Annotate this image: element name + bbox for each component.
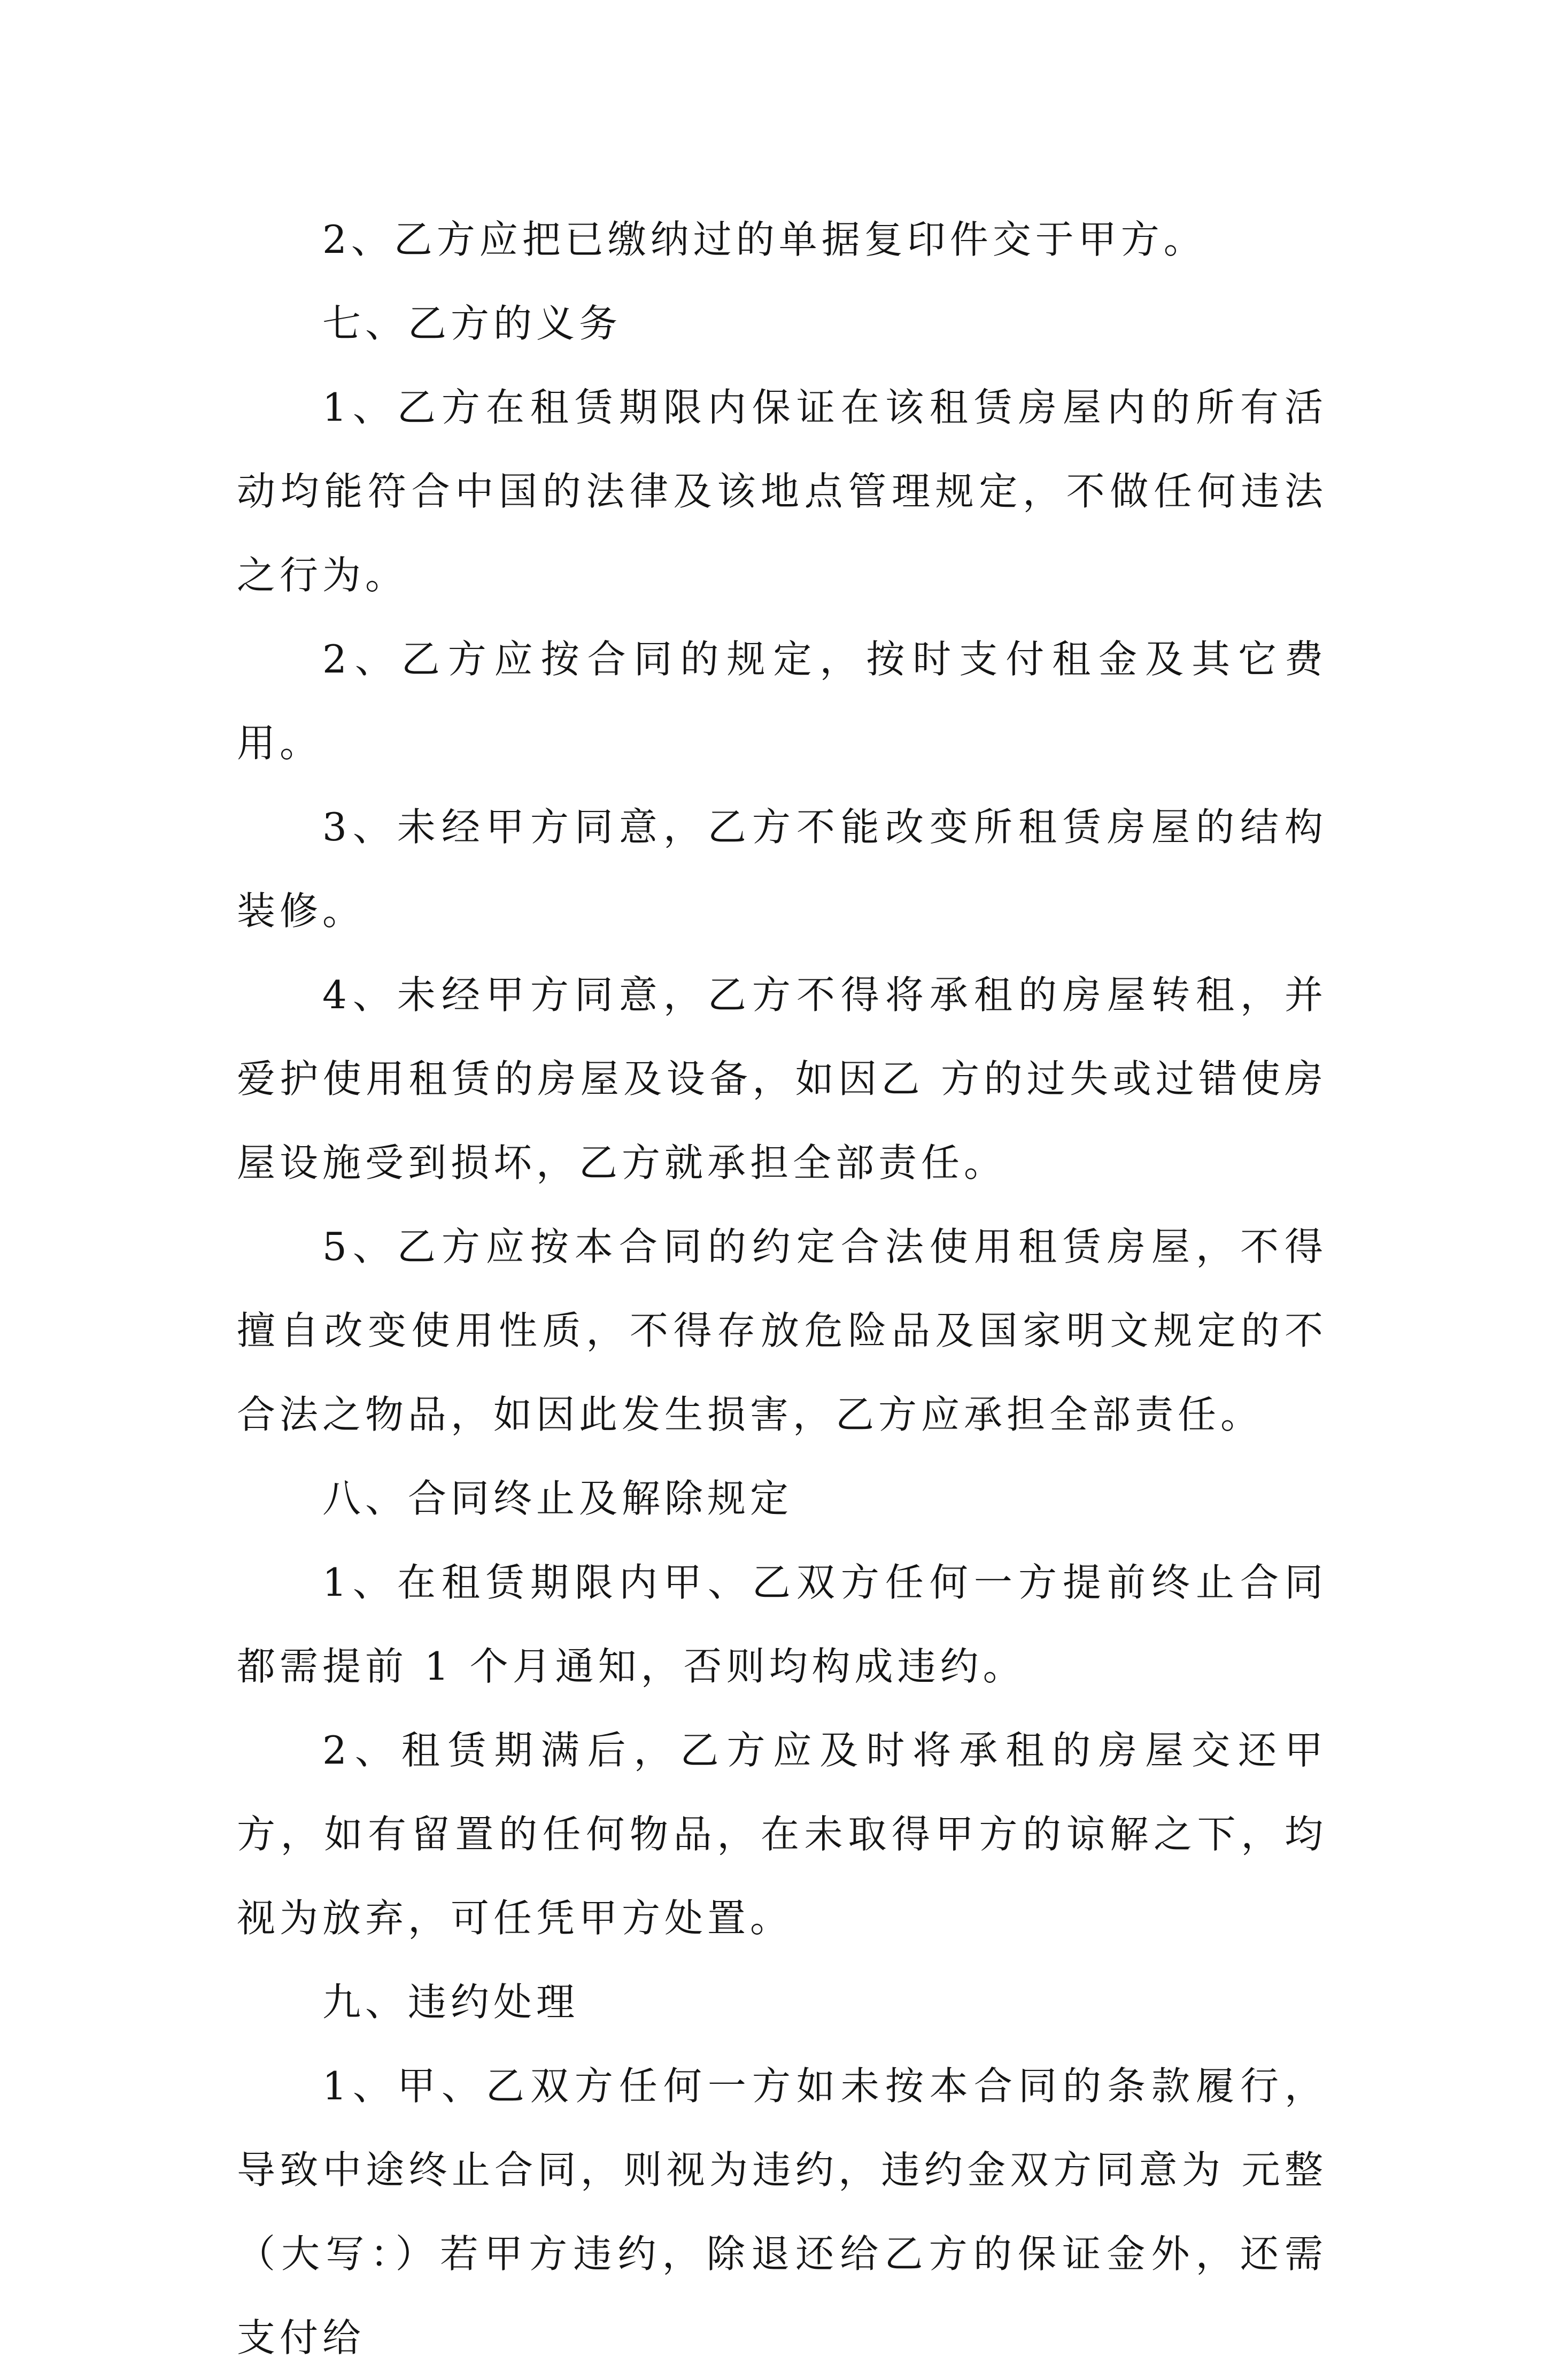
section-heading-tenant-obligations: 七、乙方的义务 xyxy=(322,301,622,346)
paragraph-obligation-5: 5、乙方应按本合同的约定合法使用租赁房屋，不得擅自改变使用性质，不得存放危险品及国家明文规定的不合法之物品，如因此发生损害，乙方应承担全部责任。 xyxy=(237,1224,1327,1437)
paragraph-receipt-copies: 2、乙方应把已缴纳过的单据复印件交于甲方。 xyxy=(322,217,1206,262)
paragraph-termination-2: 2、租赁期满后，乙方应及时将承租的房屋交还甲方，如有留置的任何物品，在未取得甲方的谅解之下，均视为放弃，可任凭甲方处置。 xyxy=(237,1728,1327,1941)
paragraph-obligation-4: 4、未经甲方同意，乙方不得将承租的房屋转租，并爱护使用租赁的房屋及设备，如因乙 方的过失或过错使房屋设施受到损坏，乙方就承担全部责任。 xyxy=(237,972,1327,1185)
paragraph-breach-1: 1、甲、乙双方任何一方如未按本合同的条款履行，导致中途终止合同，则视为违约，违约金双方同意为 元整（大写：）若甲方违约，除退还给乙方的保证金外，还需支付给 xyxy=(237,2064,1327,2360)
paragraph-obligation-1: 1、乙方在租赁期限内保证在该租赁房屋内的所有活动均能符合中国的法律及该地点管理规定，不做任何违法之行为。 xyxy=(237,385,1327,598)
section-heading-breach: 九、违约处理 xyxy=(322,1980,579,2024)
paragraph-termination-1: 1、在租赁期限内甲、乙双方任何一方提前终止合同都需提前 1 个月通知，否则均构成违约。 xyxy=(237,1560,1327,1689)
document-body xyxy=(237,198,1327,2380)
paragraph-obligation-2: 2、乙方应按合同的规定，按时支付租金及其它费用。 xyxy=(237,637,1327,766)
section-heading-termination: 八、合同终止及解除规定 xyxy=(322,1476,793,1521)
paragraph-obligation-3: 3、未经甲方同意，乙方不能改变所租赁房屋的结构装修。 xyxy=(237,805,1327,933)
